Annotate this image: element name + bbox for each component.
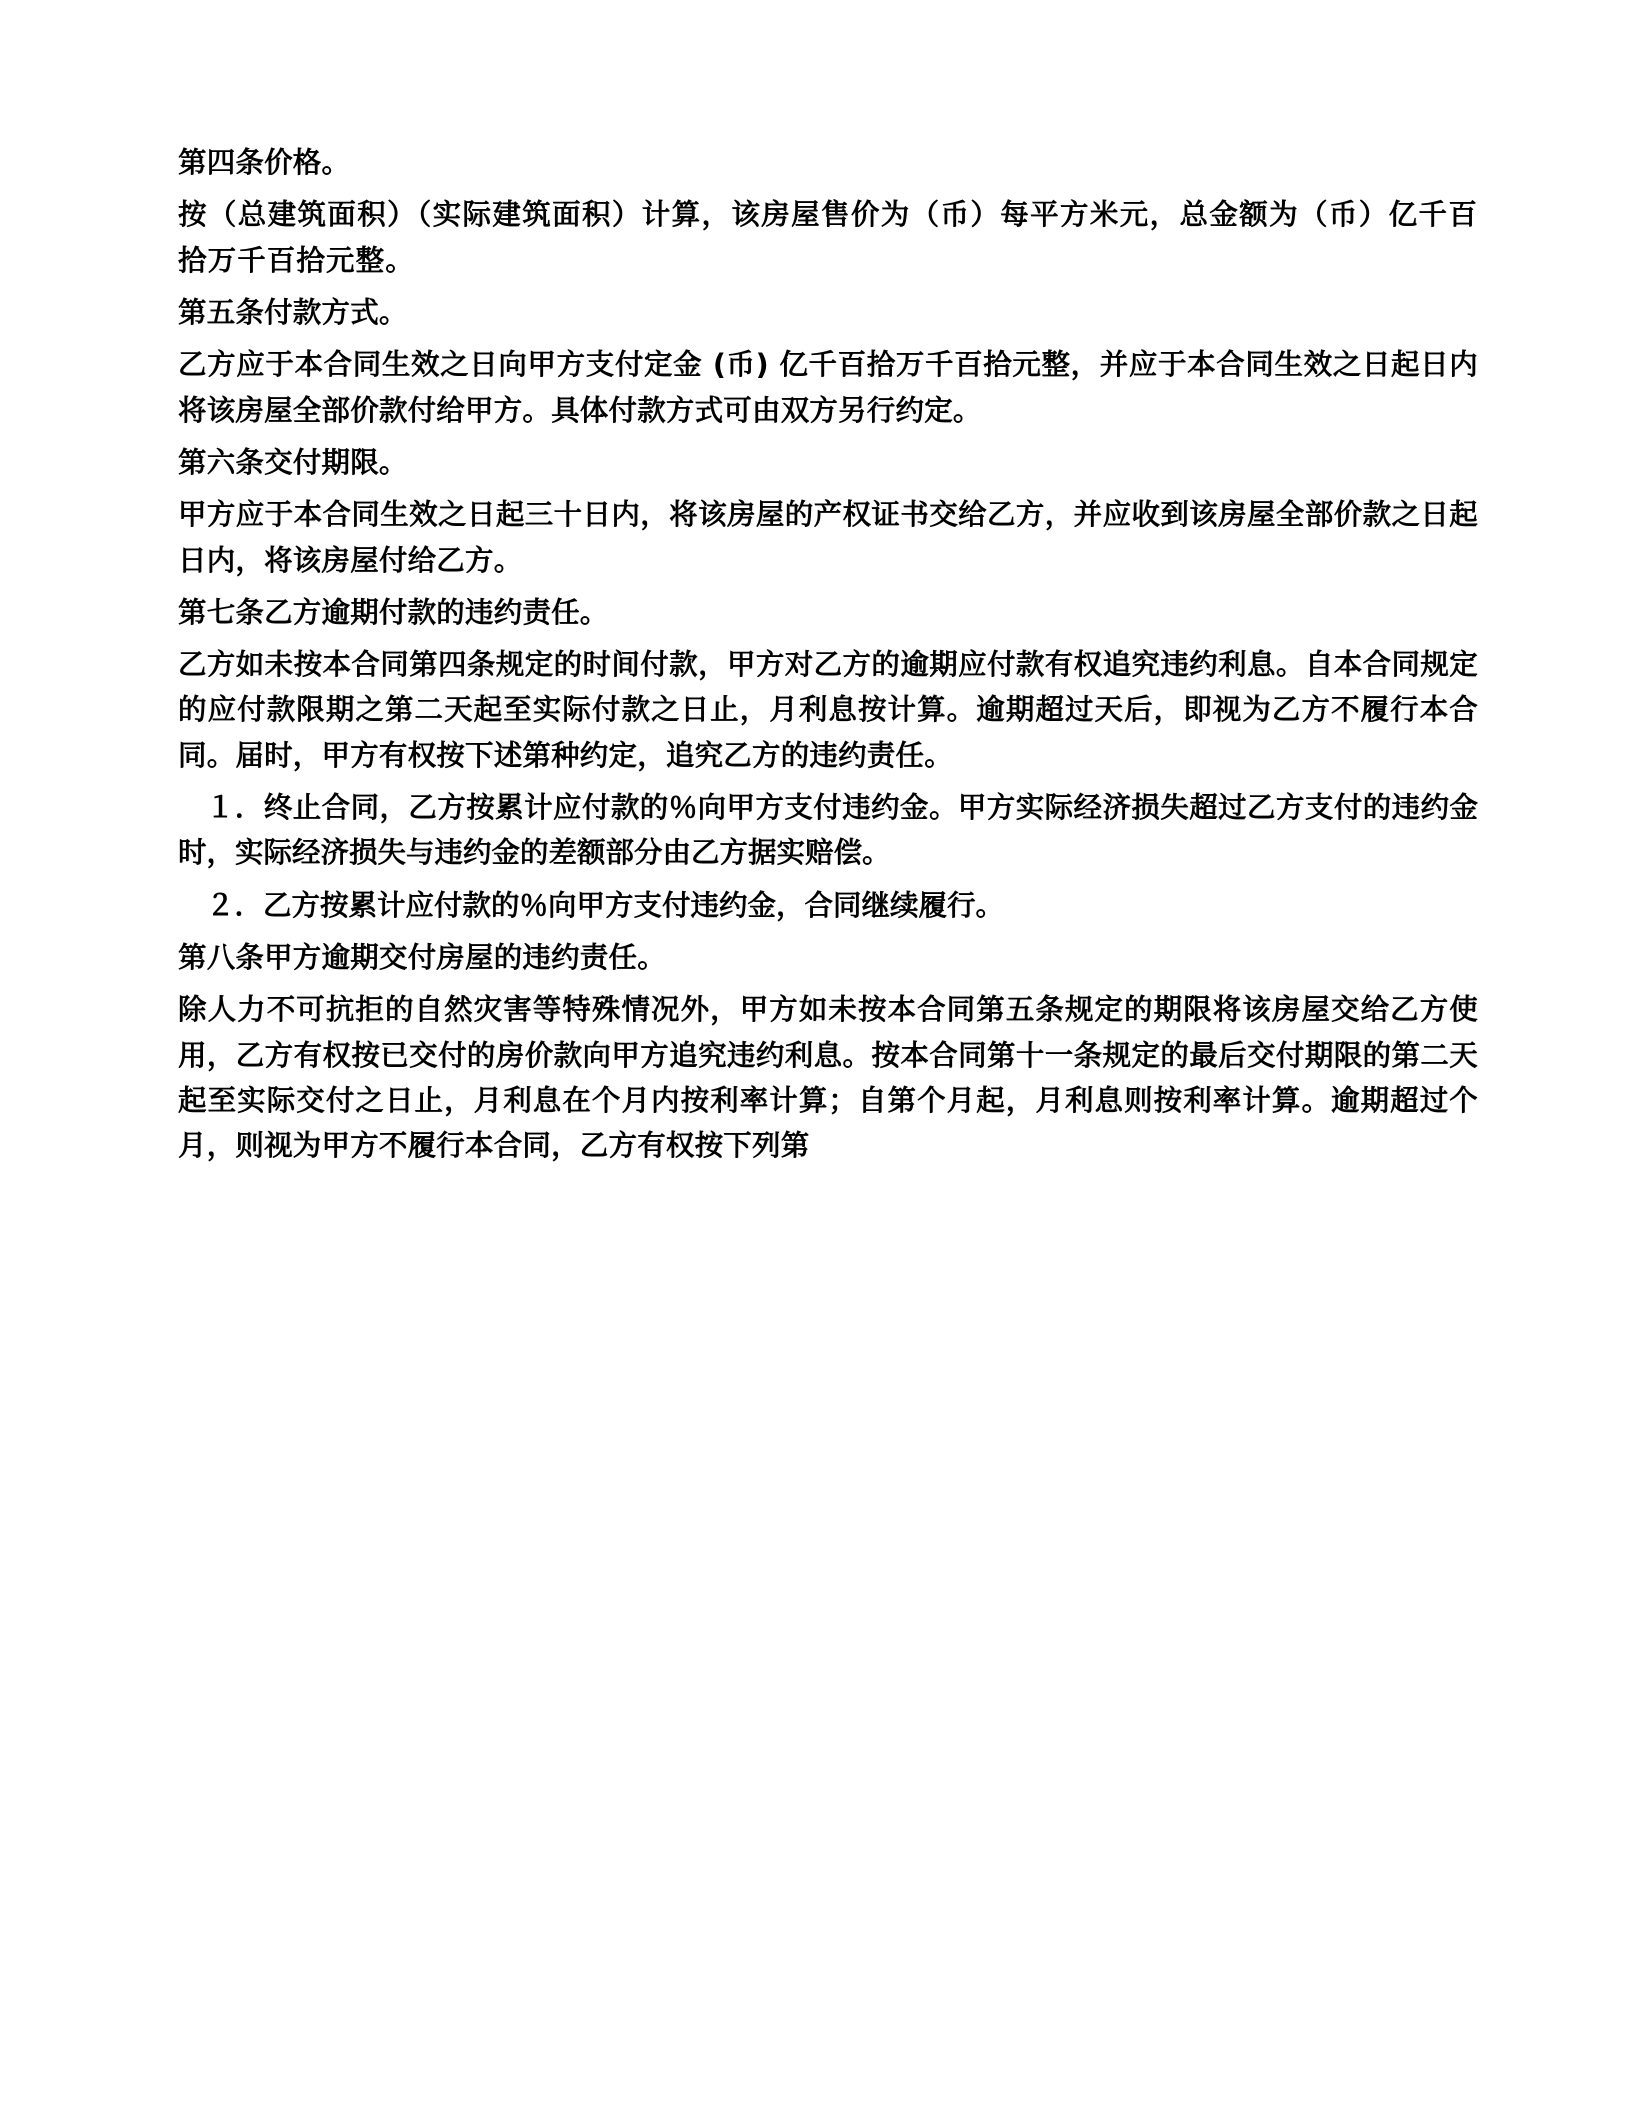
document-body	[178, 140, 1478, 1169]
clause-seven-body: 乙方如未按本合同第四条规定的时间付款，甲方对乙方的逾期应付款有权追究违约利息。自本合同规定的应付款限期之第二天起至实际付款之日止，月利息按计算。逾期超过天后，即视为乙方不履行本合同。届时，甲方有权按下述第种约定，追究乙方的违约责任。	[178, 648, 1478, 772]
clause-heading-five: 第五条付款方式。	[178, 295, 408, 329]
clause-four-body: 按（总建筑面积）（实际建筑面积）计算，该房屋售价为（币）每平方米元，总金额为（币）亿千百拾万千百拾元整。	[178, 198, 1478, 277]
clause-eight-body: 除人力不可抗拒的自然灾害等特殊情况外，甲方如未按本合同第五条规定的期限将该房屋交给乙方使用，乙方有权按已交付的房价款向甲方追究违约利息。按本合同第十一条规定的最后交付期限的第二天起至实际交付之日止，月利息在个月内按利率计算；自第个月起，月利息则按利率计算。逾期超过个月，则视为甲方不履行本合同，乙方有权按下列第	[178, 993, 1478, 1163]
clause-heading-eight: 第八条甲方逾期交付房屋的违约责任。	[178, 941, 666, 974]
clause-seven-item-1: １．终止合同，乙方按累计应付款的％向甲方支付违约金。甲方实际经济损失超过乙方支付的违约金时，实际经济损失与违约金的差额部分由乙方据实赔偿。	[178, 791, 1478, 870]
clause-five-body: 乙方应于本合同生效之日向甲方支付定金 (币) 亿千百拾万千百拾元整，并应于本合同生效之日起日内将该房屋全部价款付给甲方。具体付款方式可由双方另行约定。	[178, 348, 1478, 427]
clause-seven-item-2: ２．乙方按累计应付款的％向甲方支付违约金，合同继续履行。	[206, 888, 1005, 922]
clause-heading-four: 第四条价格。	[178, 146, 351, 179]
clause-heading-seven: 第七条乙方逾期付款的违约责任。	[178, 595, 609, 629]
clause-six-body: 甲方应于本合同生效之日起三十日内，将该房屋的产权证书交给乙方，并应收到该房屋全部价款之日起日内，将该房屋付给乙方。	[178, 498, 1478, 577]
clause-heading-six: 第六条交付期限。	[178, 445, 408, 479]
